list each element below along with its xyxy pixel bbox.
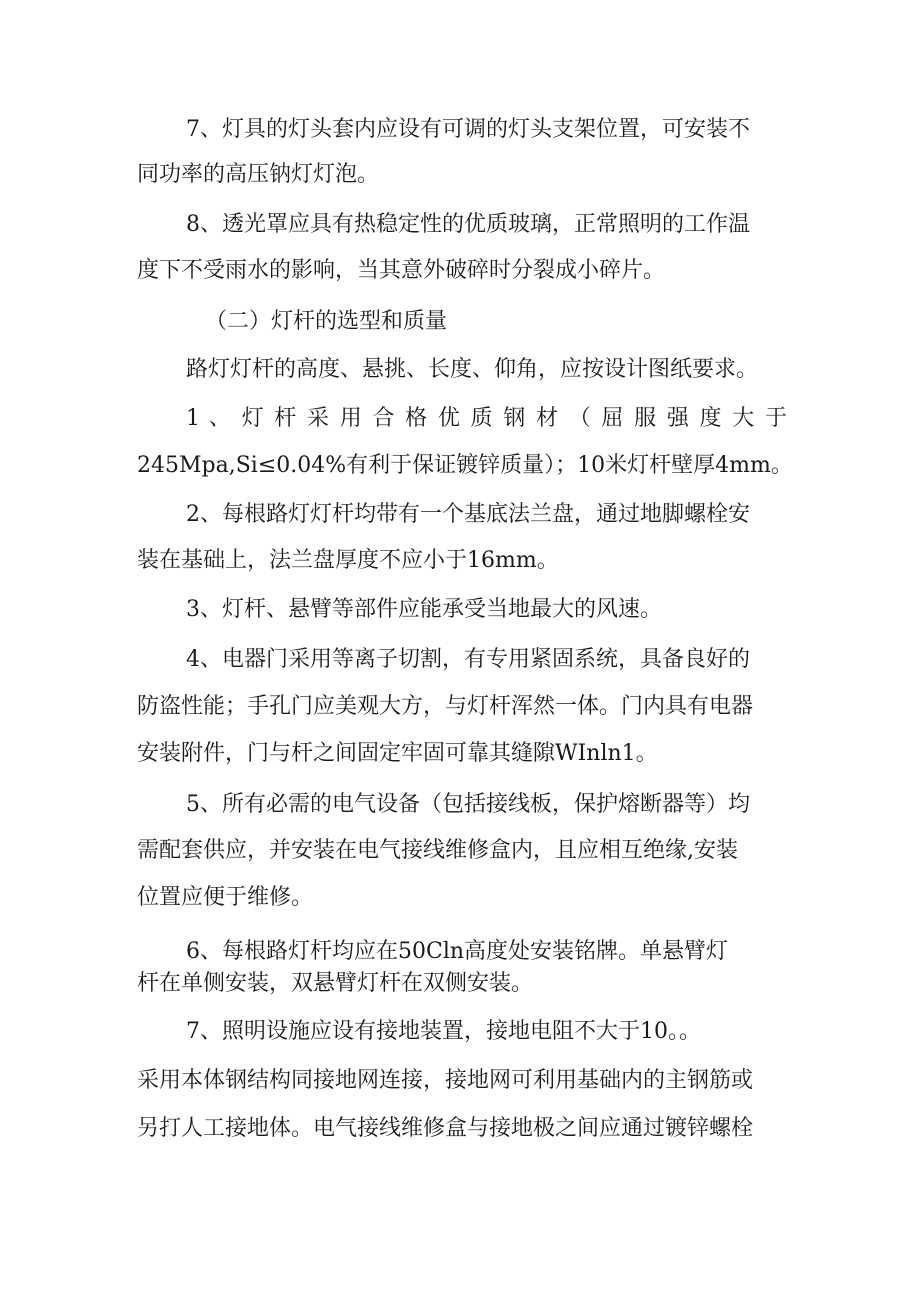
paragraph-line: 路灯灯杆的高度、悬挑、长度、仰角，应按设计图纸要求。	[186, 357, 759, 382]
paragraph-line: 7、照明设施应设有接地装置，接地电阻不大于10。。	[186, 1019, 701, 1044]
paragraph-line: 4、电器门采用等离子切割，有专用紧固系统，具备良好的	[186, 647, 750, 672]
paragraph-line: 需配套供应，并安装在电气接线维修盒内，且应相互绝缘,安装	[137, 838, 738, 863]
paragraph-line: 245Mpa,Si≤0.04%有利于保证镀锌质量）；10米灯杆壁厚4mm。	[137, 453, 793, 478]
paragraph-line: 装在基础上，法兰盘厚度不应小于16mm。	[137, 548, 559, 573]
paragraph-line: 同功率的高压钠灯灯泡。	[137, 162, 380, 187]
paragraph-line: 安装附件，门与杆之间固定牢固可靠其缝隙WInln1。	[137, 741, 658, 766]
paragraph-line: 位置应便于维修。	[137, 885, 314, 910]
paragraph-line: 度下不受雨水的影响，当其意外破碎时分裂成小碎片。	[137, 258, 666, 283]
paragraph-line: 6、每根路灯杆均应在50Cln高度处安装铭牌。单悬臂灯	[186, 939, 729, 964]
paragraph-line: 另打人工接地体。电气接线维修盒与接地极之间应通过镀锌螺栓	[137, 1116, 754, 1141]
paragraph-line: 7、灯具的灯头套内应设有可调的灯头支架位置，可安装不	[186, 117, 750, 142]
paragraph-line: 杆在单侧安装，双悬臂灯杆在双侧安装。	[137, 971, 534, 996]
paragraph-line: 8、透光罩应具有热稳定性的优质玻璃，正常照明的工作温	[186, 212, 750, 237]
paragraph-line: 1 、 灯 杆 采 用 合 格 优 质 钢 材 （ 屈 服 强 度 大 于	[186, 406, 787, 431]
paragraph-line: 5、所有必需的电气设备（包括接线板，保护熔断器等）均	[186, 792, 750, 817]
paragraph-line: 2、每根路灯灯杆均带有一个基底法兰盘，通过地脚螺栓安	[186, 502, 750, 527]
section-heading: （二）灯杆的选型和质量	[205, 309, 448, 334]
paragraph-line: 防盗性能；手孔门应美观大方，与灯杆浑然一体。门内具有电器	[137, 694, 754, 719]
paragraph-line: 3、灯杆、悬臂等部件应能承受当地最大的风速。	[186, 597, 662, 622]
paragraph-line: 采用本体钢结构同接地网连接，接地网可利用基础内的主钢筋或	[137, 1068, 754, 1093]
